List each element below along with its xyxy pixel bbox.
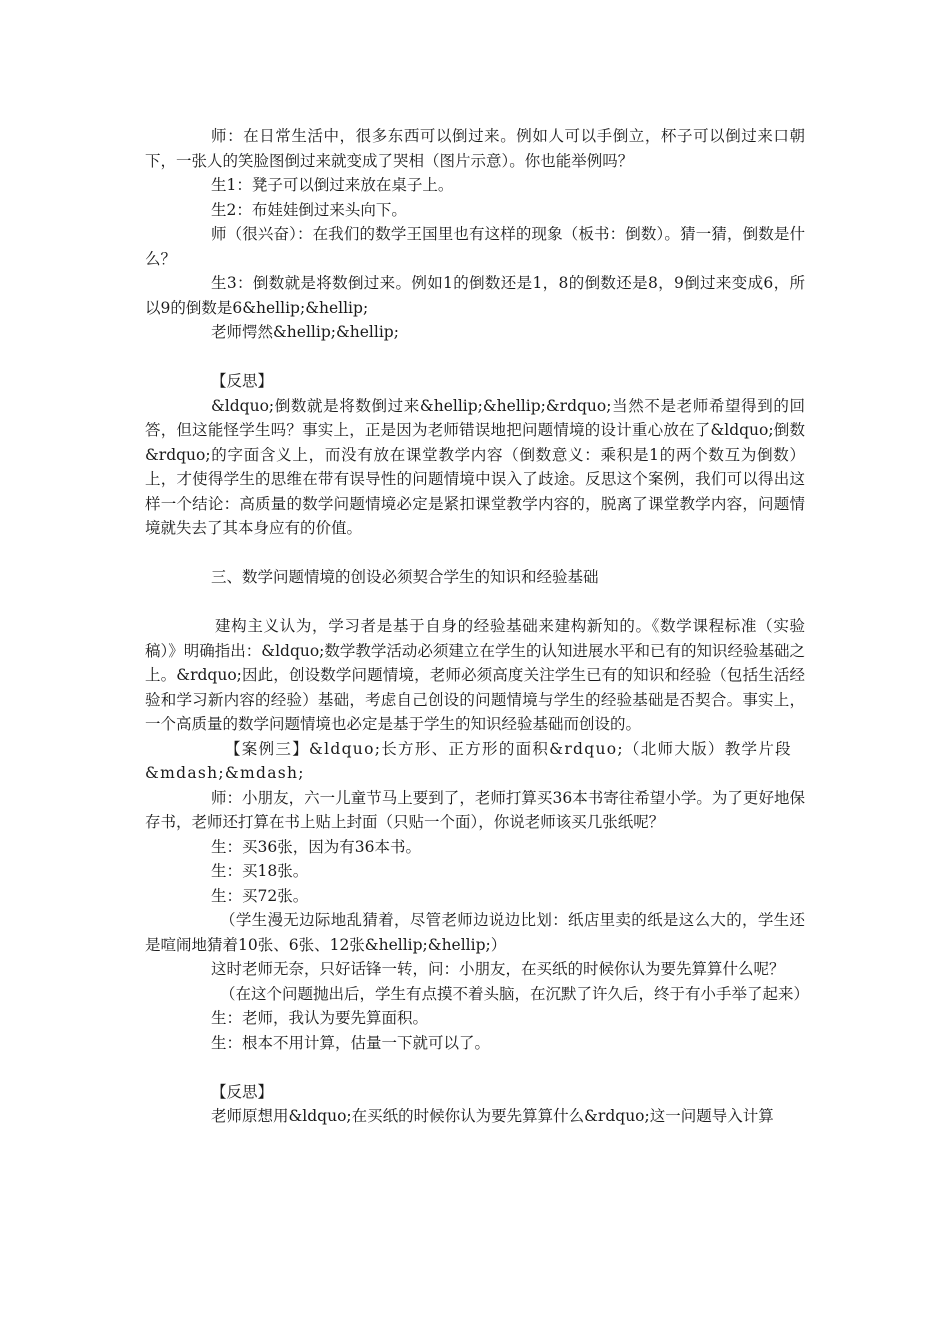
reflection-heading-2: 【反思】 [211,1082,274,1101]
case-teacher-question: 师：小朋友，六一儿童节马上要到了，老师打算买36本书寄往希望小学。为了更好地保存书，老师还打算在书上贴上封面（只贴一个面），你说老师该买几张纸呢？ [145,788,805,831]
blank-line [145,590,805,615]
section-3-body: 建构主义认为，学习者是基于自身的经验基础来建构新知的。《数学课程标准（实验稿）》明确指出：&ldquo;数学教学活动必须建立在学生的认知进展水平和已有的知识经验基础之上。&rdquo;因此，创设数学问题情境，老师必须高度关注学生已有的知识和经验（包括生活经验和学习新内容的经验）基础，考虑自己创设的问题情境与学生的经验基础是否契合。事实上，一个高质量的数学问题情境也必定是基于学生的知识经验基础而创设的。 [145,617,805,733]
case-student-answer-36: 生：买36张，因为有36本书。 [211,837,421,856]
case-students-guessing: （学生漫无边际地乱猜着，尽管老师边说边比划：纸店里卖的纸是这么大的，学生还是喧闹地猜着10张、6张、12张&hellip;&hellip;） [145,911,805,954]
section-3-title: 三、数学问题情境的创设必须契合学生的知识和经验基础 [211,568,599,586]
case-3-title: 【案例三】&ldquo;长方形、正方形的面积&rdquo;（北师大版）教学片段&mdash;&mdash; [145,739,792,782]
reflection-heading-1: 【反思】 [211,372,274,390]
case-student-answer-72: 生：买72张。 [211,886,309,905]
reflection-body-1: &ldquo;倒数就是将数倒过来&hellip;&hellip;&rdquo;当然不是老师希望得到的回答，但这能怪学生吗？事实上，正是因为老师错误地把问题情境的设计重心放在了&ldquo;倒数&rdquo;的字面含义上，而没有放在课堂教学内容（倒数意义：乘积是1的两个数互为倒数）上，才使得学生的思维在带有误导性的问题情境中误入了歧途。反思这个案例，我们可以得出这样一个结论：高质量的数学问题情境必定是紧扣课堂教学内容的，脱离了课堂教学内容，问题情境就失去了其本身应有的价值。 [145,396,805,537]
paragraph-student-1: 生1：凳子可以倒过来放在桌子上。 [211,176,454,194]
case-student-estimate: 生：根本不用计算，估量一下就可以了。 [211,1033,491,1052]
paragraph-student-3: 生3：倒数就是将数倒过来。例如1的倒数还是1，8的倒数还是8，9倒过来变成6，所以9的倒数是6&hellip;&hellip; [145,274,805,317]
case-student-answer-18: 生：买18张。 [211,862,309,880]
blank-line [145,1055,805,1080]
case-silence: （在这个问题抛出后，学生有点摸不着头脑，在沉默了许久后，终于有小手举了起来） [220,984,810,1003]
blank-line [145,541,805,566]
paragraph-teacher-surprised: 老师愕然&hellip;&hellip; [211,323,399,341]
case-teacher-turn: 这时老师无奈，只好话锋一转，问：小朋友，在买纸的时候你认为要先算算什么呢？ [211,960,785,978]
paragraph-student-2: 生2：布娃娃倒过来头向下。 [211,200,407,219]
paragraph-teacher-excited: 师（很兴奋）：在我们的数学王国里也有这样的现象（板书：倒数）。猜一猜，倒数是什么？ [145,225,805,268]
blank-line [145,345,805,370]
case-student-area: 生：老师，我认为要先算面积。 [211,1009,429,1027]
reflection-body-2: 老师原想用&ldquo;在买纸的时候你认为要先算算什么&rdquo;这一问题导入计算 [211,1107,774,1125]
paragraph-teacher-intro: 师：在日常生活中，很多东西可以倒过来。例如人可以手倒立，杯子可以倒过来口朝下，一张人的笑脸图倒过来就变成了哭相（图片示意）。你也能举例吗？ [145,127,805,170]
document-page [145,124,810,1129]
